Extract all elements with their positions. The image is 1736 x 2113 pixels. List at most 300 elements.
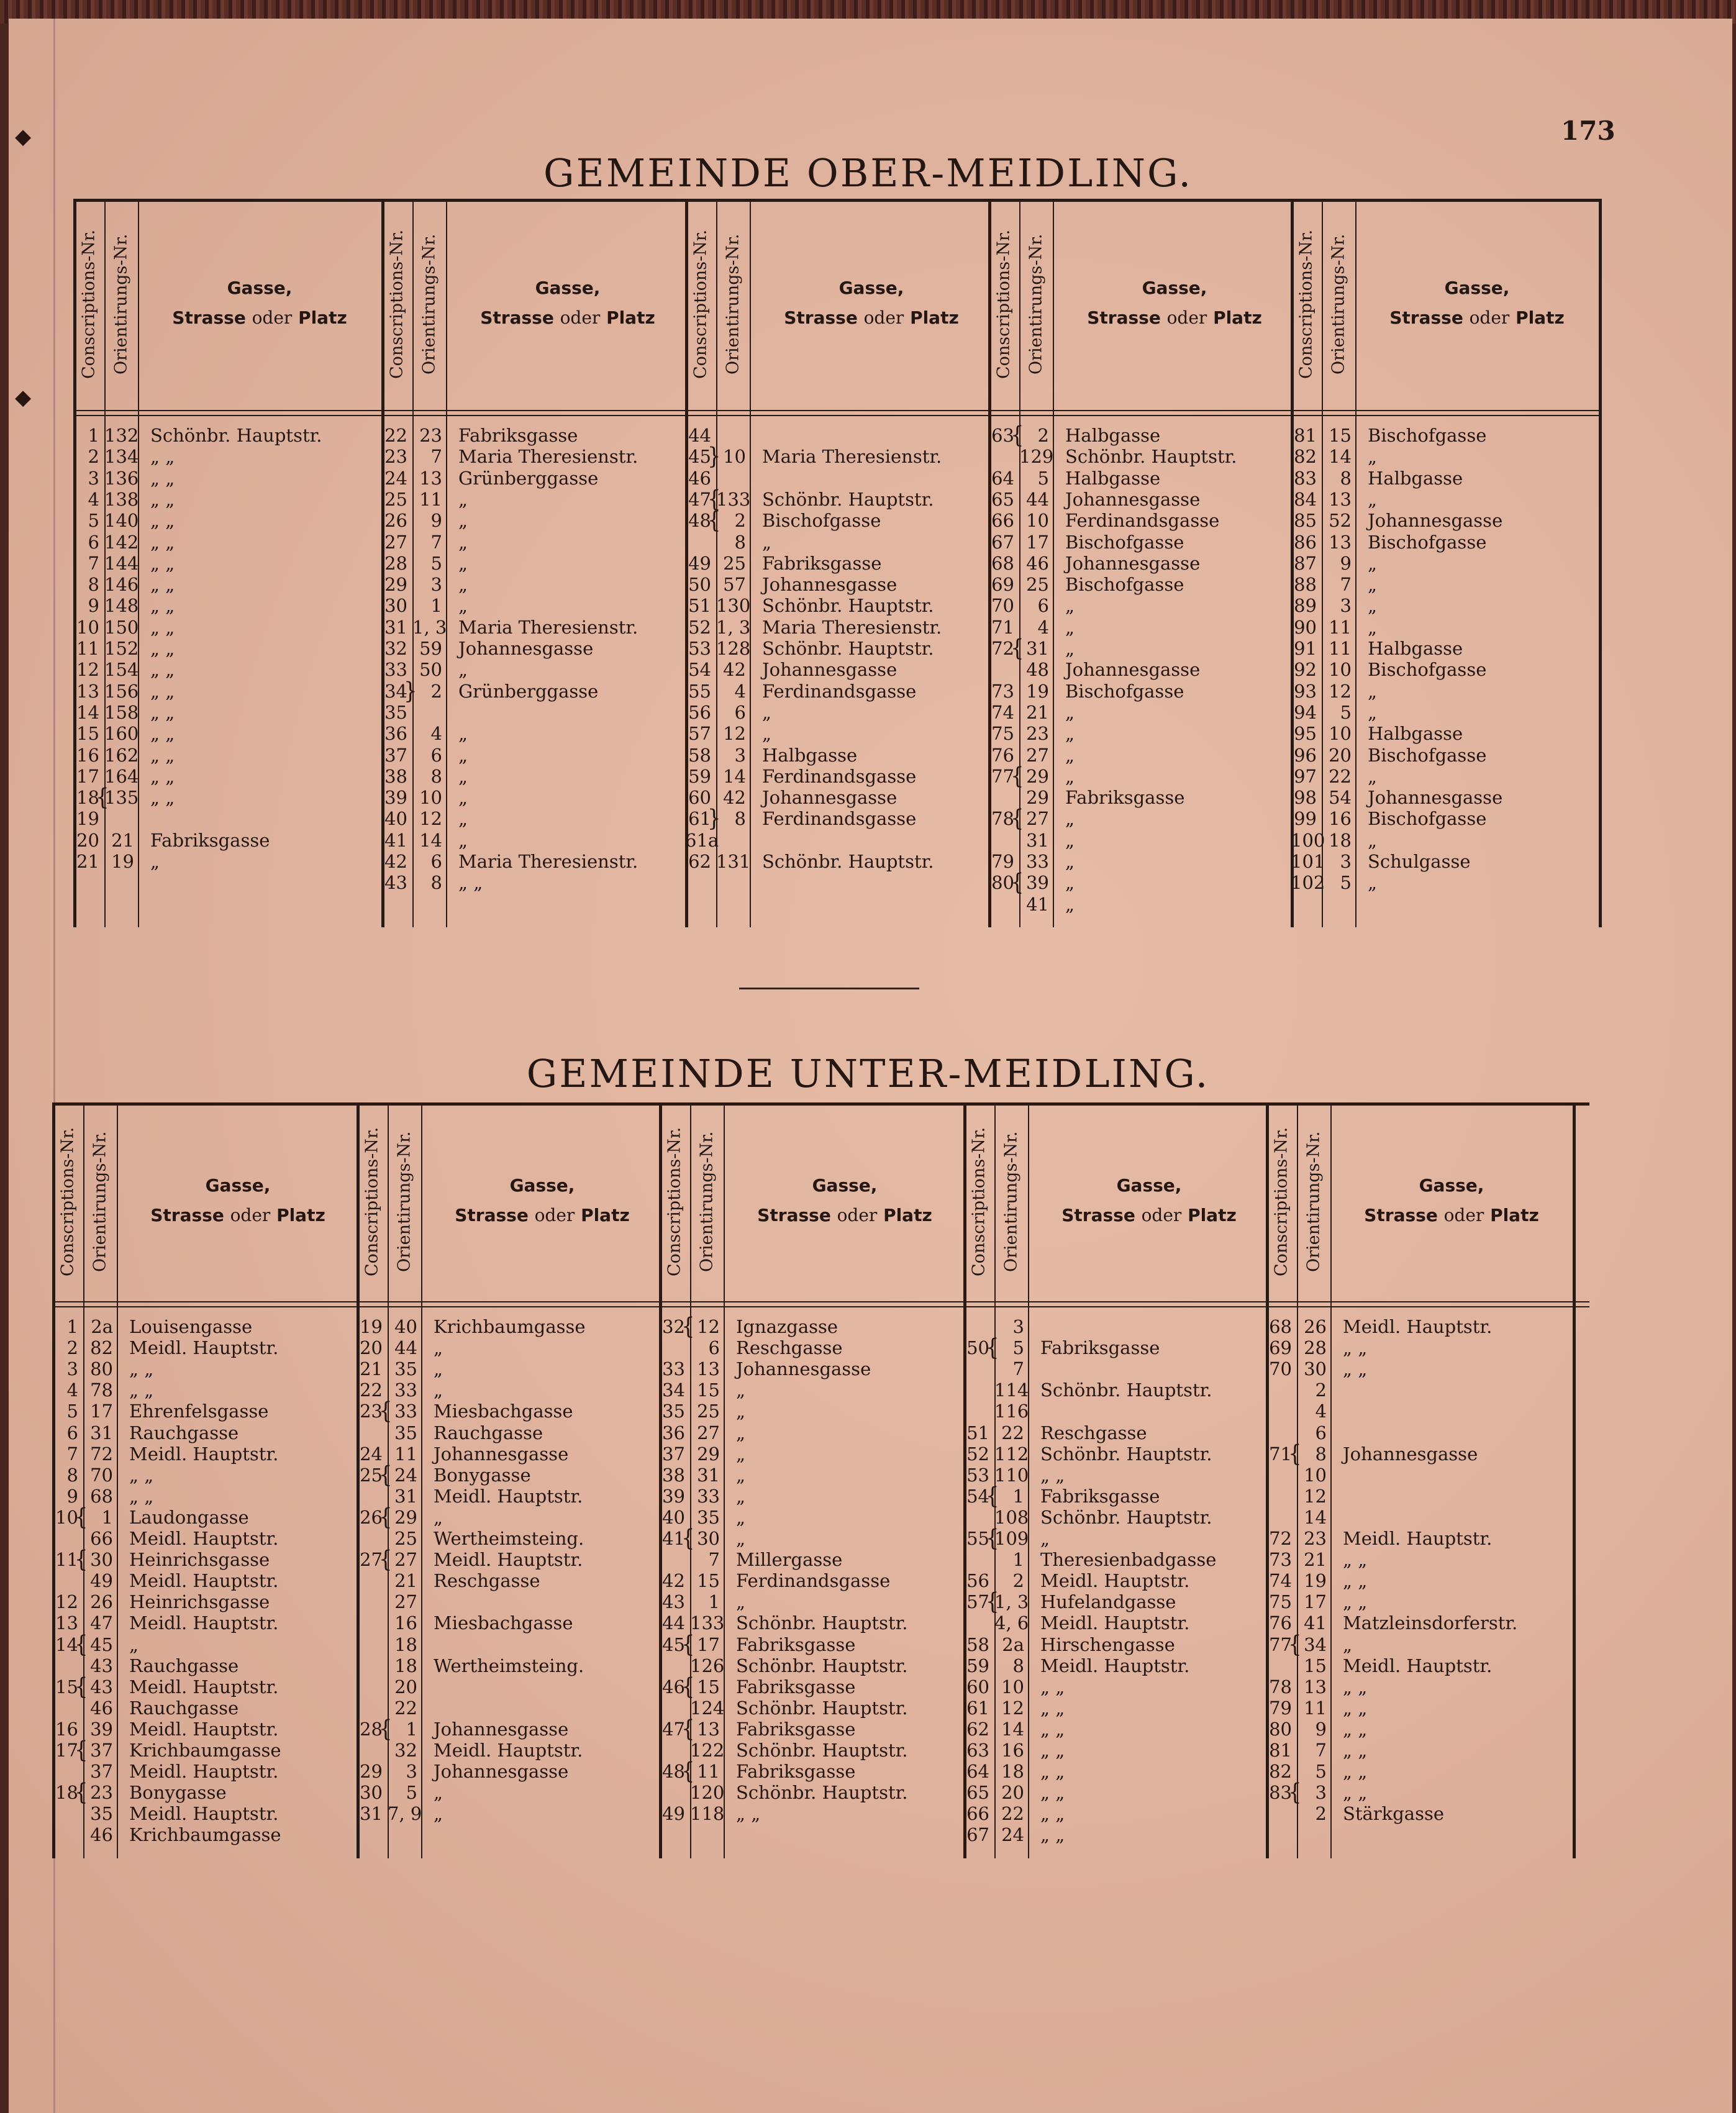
street-name: Meidl. Hauptstr. [1040,1570,1190,1592]
street-name: Meidl. Hauptstr. [1343,1316,1493,1337]
street-name: „ [736,1401,746,1422]
orientation-number: 50 [419,659,442,681]
conscription-number: 54 [688,659,711,681]
street-name: „ [762,701,772,723]
conscription-number: 4 [66,1379,78,1401]
conscription-number: 90 [1294,616,1317,638]
conscription-number: 39 [662,1485,685,1507]
conscription-number: 43 [384,872,407,894]
conscription-number: 101 [1291,851,1325,872]
table-row [1266,1591,1573,1612]
table-row [988,422,1296,449]
street-name: „ „ [1343,1676,1368,1697]
orientation-number: 19 [111,851,134,872]
conscription-number: 69 [1269,1337,1292,1359]
conscription-number: 71 [991,616,1014,638]
conscription-number: 47 [688,488,711,510]
header-strasse-label: Strasse [1364,1205,1438,1225]
table-row [381,553,689,574]
street-name: „ „ [1040,1824,1065,1846]
table-row [963,1316,1270,1337]
street-name: „ „ [1040,1697,1065,1719]
orientation-number: 23 [1304,1528,1327,1549]
street-name: „ [736,1422,746,1443]
header-gasse-label: Gasse, [1116,1175,1182,1196]
street-name: Bonygasse [434,1464,531,1486]
orientation-number: 78 [90,1379,113,1401]
street-name: Fabriksgasse [736,1761,856,1783]
street-name: „ „ [129,1485,154,1507]
orientation-number: 3 [406,1761,417,1783]
table-row [357,1803,663,1824]
orientation-number: 23 [90,1782,113,1804]
street-name: „ „ [1040,1740,1065,1761]
conscription-number: 84 [1294,488,1317,510]
conscription-number: 96 [1294,744,1317,766]
street-name: „ [1368,574,1378,596]
street-name: „ [458,595,468,617]
orientation-number: 49 [90,1570,113,1592]
table-row [381,702,689,723]
street-name: „ „ [1040,1676,1065,1697]
table-row [659,1401,966,1422]
street-name: Theresienbadgasse [1040,1549,1217,1571]
table-row [1266,1676,1573,1697]
street-name: „ [736,1506,746,1528]
conscription-number: 33 [384,659,407,681]
table-row [685,595,993,616]
table-row [52,1719,359,1740]
orientation-number: 11 [419,488,442,510]
table-row [1266,1549,1573,1570]
table-row [988,468,1296,489]
street-name: „ „ [150,765,175,787]
conscription-number: 37 [384,744,407,766]
conscription-number: 32 [384,638,407,659]
orientation-number: 13 [1329,531,1352,553]
orientation-number: 112 [994,1443,1029,1465]
conscription-number: 41 [662,1528,685,1549]
street-name: „ „ [458,872,483,894]
table-row [685,638,993,659]
orientation-number: 9 [1340,552,1352,574]
table-row [52,1630,359,1658]
table-row [73,489,381,510]
conscription-number: 98 [1294,787,1317,809]
street-name: Fabriksgasse [736,1676,856,1697]
conscription-number: 52 [966,1443,989,1465]
table-row [988,787,1296,808]
table-row [685,485,993,513]
conscription-number: 42 [384,851,407,872]
street-name: Johannesgasse [434,1718,569,1740]
orientation-number: 27 [394,1591,417,1613]
street-name: „ [1065,872,1075,894]
orientation-number: 12 [1329,680,1352,702]
orientation-number: 33 [697,1485,720,1507]
orientation-number: 32 [394,1740,417,1761]
street-name: Meidl. Hauptstr. [129,1337,279,1359]
street-name: Grünberggasse [458,680,599,702]
table-row [1291,446,1599,467]
street-name: „ „ [150,446,175,468]
orientation-number: 116 [994,1401,1029,1422]
orientation-number: 20 [1329,744,1352,766]
conscription-number: 18 [76,787,99,809]
orientation-number: 15 [697,1570,720,1592]
table-row [963,1443,1270,1465]
street-name: Meidl. Hauptstr. [1343,1655,1493,1676]
conscription-number: 10 [55,1506,78,1528]
street-name: Johannesgasse [762,787,898,809]
street-name: Ferdinandsgasse [1065,510,1220,532]
table-row [659,1715,966,1743]
table-row [1266,1401,1573,1422]
orientation-number: 27 [1026,744,1049,766]
street-name: Meidl. Hauptstr. [129,1803,279,1825]
orientation-number: 8 [734,808,746,830]
table-row [73,659,381,680]
orientation-number: 24 [1001,1824,1024,1846]
conscription-number: 51 [688,595,711,617]
street-name: Ferdinandsgasse [736,1570,891,1592]
table-row [1291,830,1599,851]
orientation-number: 21 [1304,1549,1327,1571]
street-name: „ [1368,680,1378,702]
street-name: „ „ [150,488,175,510]
conscription-number: 73 [991,680,1014,702]
header-platz-label: Platz [606,307,655,328]
street-name: Bischofgasse [1368,659,1487,681]
orientation-number: 15 [697,1676,720,1697]
street-name: Johannesgasse [434,1761,569,1783]
brace: { [75,1546,88,1574]
street-name: „ [1065,638,1075,659]
conscription-number: 13 [55,1612,78,1634]
conscription-number: 51 [966,1422,989,1443]
table-row [963,1655,1270,1676]
street-name: Heinrichsgasse [129,1549,270,1571]
conscription-number: 56 [688,701,711,723]
orientation-number: 31 [1026,638,1049,659]
street-name: Johannesgasse [1065,659,1201,681]
conscription-number: 43 [662,1591,685,1613]
table-row [381,510,689,531]
conscription-number: 75 [991,723,1014,745]
brace: { [986,1588,999,1616]
orientation-number: 35 [90,1803,113,1825]
street-name: Ferdinandsgasse [762,808,917,830]
header-conscriptions-nr: Conscriptions-Nr. [665,1127,684,1277]
conscription-number: 50 [688,574,711,596]
table-row [1291,553,1599,574]
street-name: Laudongasse [129,1506,249,1528]
brace: { [707,507,721,535]
street-name: Johannesgasse [1065,488,1201,510]
street-name: Halbgasse [1065,467,1161,489]
orientation-number: 120 [690,1782,725,1804]
street-name: Schönbr. Hauptstr. [762,851,934,872]
street-name: „ [1368,616,1378,638]
table-row [381,489,689,510]
header-orientirungs-nr: Orientirungs-Nr. [1304,1131,1324,1273]
table-row [963,1761,1270,1782]
table-row [685,659,993,680]
table-row [1266,1697,1573,1719]
table-row [988,659,1296,680]
table-row [963,1379,1270,1401]
orientation-number: 142 [104,531,139,553]
orientation-number: 2 [734,510,746,532]
conscription-number: 3 [88,467,99,489]
table-row [988,574,1296,595]
street-name: Johannesgasse [434,1443,569,1465]
table-row [685,851,993,872]
table-row [52,1422,359,1443]
orientation-number: 82 [90,1337,113,1359]
table-row [1266,1630,1573,1658]
conscription-number: 27 [360,1549,383,1571]
street-name: „ „ [150,574,175,596]
table-row [1291,595,1599,616]
street-name: Meidl. Hauptstr. [129,1443,279,1465]
table-row [685,507,993,535]
table-row [659,1612,966,1634]
header-gasse-label: Gasse, [812,1175,878,1196]
conscription-number: 40 [384,808,407,830]
brace: { [1011,422,1024,449]
table-row [963,1549,1270,1570]
section-title-unter-meidling: GEMEINDE UNTER-MEIDLING. [526,1051,1210,1096]
conscription-number: 7 [88,552,99,574]
orientation-number: 10 [1304,1464,1327,1486]
table-row [1266,1316,1573,1337]
conscription-number: 67 [966,1824,989,1846]
street-name: Maria Theresienstr. [762,616,942,638]
orientation-number: 27 [1026,808,1049,830]
orientation-number: 40 [394,1316,417,1337]
header-gasse-label: Gasse, [838,278,904,298]
orientation-number: 158 [104,701,139,723]
table-row [963,1334,1270,1362]
conscription-number: 25 [360,1464,383,1486]
street-name: „ [1065,701,1075,723]
orientation-number: 2a [91,1316,113,1337]
street-name: Fabriksgasse [762,552,882,574]
orientation-number: 16 [1329,808,1352,830]
orientation-number: 6 [430,851,442,872]
orientation-number: 20 [1001,1782,1024,1804]
orientation-number: 7 [1340,574,1352,596]
table-row [659,1697,966,1719]
orientation-number: 41 [1304,1612,1327,1634]
orientation-number: 13 [419,467,442,489]
orientation-number: 8 [430,765,442,787]
header-conscriptions-nr: Conscriptions-Nr. [79,229,99,379]
table-row [659,1507,966,1528]
header-platz-label: Platz [1213,307,1262,328]
orientation-number: 154 [104,659,139,681]
header-conscriptions-nr: Conscriptions-Nr. [969,1127,989,1277]
street-name: „ „ [150,701,175,723]
orientation-number: 28 [1304,1337,1327,1359]
orientation-number: 122 [690,1740,725,1761]
orientation-number: 17 [1304,1591,1327,1613]
street-name: „ [458,723,468,745]
conscription-number: 94 [1294,701,1317,723]
table-row [685,532,993,553]
table-row [73,723,381,744]
header-orientirungs-nr: Orientirungs-Nr. [1026,234,1046,375]
street-name: Schulgasse [1368,851,1471,872]
street-name: Fabriksgasse [1040,1485,1160,1507]
orientation-number: 134 [104,446,139,468]
street-name: „ [1065,744,1075,766]
table-row [357,1740,663,1761]
conscription-number: 44 [688,425,711,446]
header-gasse-strasse-platz [1355,273,1599,333]
orientation-number: 68 [90,1485,113,1507]
conscription-number: 42 [662,1570,685,1592]
header-platz-label: Platz [910,307,959,328]
orientation-number: 136 [104,467,139,489]
header-platz-label: Platz [581,1205,630,1225]
street-name: „ [736,1591,746,1613]
table-row [73,468,381,489]
orientation-number: 22 [1001,1803,1024,1825]
orientation-number: 17 [90,1401,113,1422]
street-name: „ „ [736,1803,761,1825]
orientation-number: 41 [1026,893,1049,915]
table-row [52,1697,359,1719]
street-name: „ [1368,872,1378,894]
conscription-number: 33 [662,1358,685,1380]
street-name: Krichbaumgasse [434,1316,586,1337]
conscription-number: 59 [688,765,711,787]
table-row [52,1655,359,1676]
orientation-number: 124 [690,1697,725,1719]
orientation-number: 59 [419,638,442,659]
orientation-number: 30 [1304,1358,1327,1380]
orientation-number: 7, 9 [388,1803,422,1825]
header-oder-label: oder [1469,307,1510,328]
table-row [1266,1358,1573,1379]
street-name: Meidl. Hauptstr. [129,1676,279,1697]
street-name: Rauchgasse [129,1655,239,1676]
orientation-number: 29 [394,1506,417,1528]
orientation-number: 11 [1329,616,1352,638]
table-row [381,677,689,705]
conscription-number: 86 [1294,531,1317,553]
table-row [988,510,1296,531]
header-oder-label: oder [837,1205,878,1225]
orientation-number: 10 [1329,659,1352,681]
conscription-number: 34 [384,680,407,702]
street-name: „ „ [1040,1803,1065,1825]
table-row [685,787,993,808]
orientation-number: 4 [1315,1401,1327,1422]
street-name: „ [1368,595,1378,617]
brace: } [707,443,721,471]
orientation-number: 118 [690,1803,725,1825]
orientation-number: 1 [1012,1549,1024,1571]
street-name: „ „ [1040,1782,1065,1804]
orientation-number: 7 [1012,1358,1024,1380]
street-name: Millergasse [736,1549,843,1571]
table-row [357,1570,663,1591]
conscription-number: 61 [688,808,711,830]
orientation-number: 31 [90,1422,113,1443]
conscription-number: 63 [966,1740,989,1761]
conscription-number: 83 [1269,1782,1292,1804]
orientation-number: 5 [1037,467,1049,489]
table-row [963,1676,1270,1697]
orientation-number: 3 [430,574,442,596]
header-gasse-strasse-platz [446,273,689,333]
brace: { [1011,805,1024,833]
table-row [963,1570,1270,1591]
street-name: „ [1040,1528,1050,1549]
orientation-number: 39 [1026,872,1049,894]
orientation-number: 22 [1001,1422,1024,1443]
orientation-number: 133 [690,1612,725,1634]
header-conscriptions-nr: Conscriptions-Nr. [1296,229,1316,379]
table-row [381,787,689,808]
street-name: „ „ [1343,1761,1368,1783]
conscription-number: 26 [384,510,407,532]
table-row [1291,851,1599,872]
conscription-number: 97 [1294,765,1317,787]
street-name: Schönbr. Hauptstr. [762,638,934,659]
street-name: „ „ [150,467,175,489]
street-name: „ „ [1040,1464,1065,1486]
table-row [52,1358,359,1379]
header-strasse-label: Strasse [1061,1205,1135,1225]
table-row [988,723,1296,744]
brace: { [75,1630,88,1658]
street-name: „ „ [1343,1570,1368,1592]
table-row [659,1591,966,1612]
orientation-number: 12 [723,723,746,745]
conscription-number: 6 [66,1422,78,1443]
table-row [988,851,1296,872]
conscription-number: 31 [384,616,407,638]
orientation-number: 18 [394,1634,417,1655]
table-row [1291,787,1599,808]
table-row [357,1503,663,1531]
conscription-number: 78 [991,808,1014,830]
table-row [963,1612,1270,1634]
header-strasse-label: Strasse [1389,307,1463,328]
orientation-number: 31 [394,1485,417,1507]
conscription-number: 36 [384,723,407,745]
conscription-number: 13 [76,680,99,702]
table-row [963,1740,1270,1761]
orientation-number: 14 [1329,446,1352,468]
conscription-number: 24 [360,1443,383,1465]
header-gasse-strasse-platz [1028,1171,1270,1230]
street-name: Wertheimsteing. [434,1655,584,1676]
table-row [1266,1779,1573,1807]
brace: } [404,677,417,705]
street-name: Schönbr. Hauptstr. [1040,1506,1212,1528]
street-name: Rauchgasse [129,1422,239,1443]
conscription-number: 45 [662,1634,685,1655]
header-strasse-line [421,1201,663,1230]
table-row [357,1655,663,1676]
orientation-number: 114 [994,1379,1029,1401]
orientation-number: 23 [419,425,442,446]
